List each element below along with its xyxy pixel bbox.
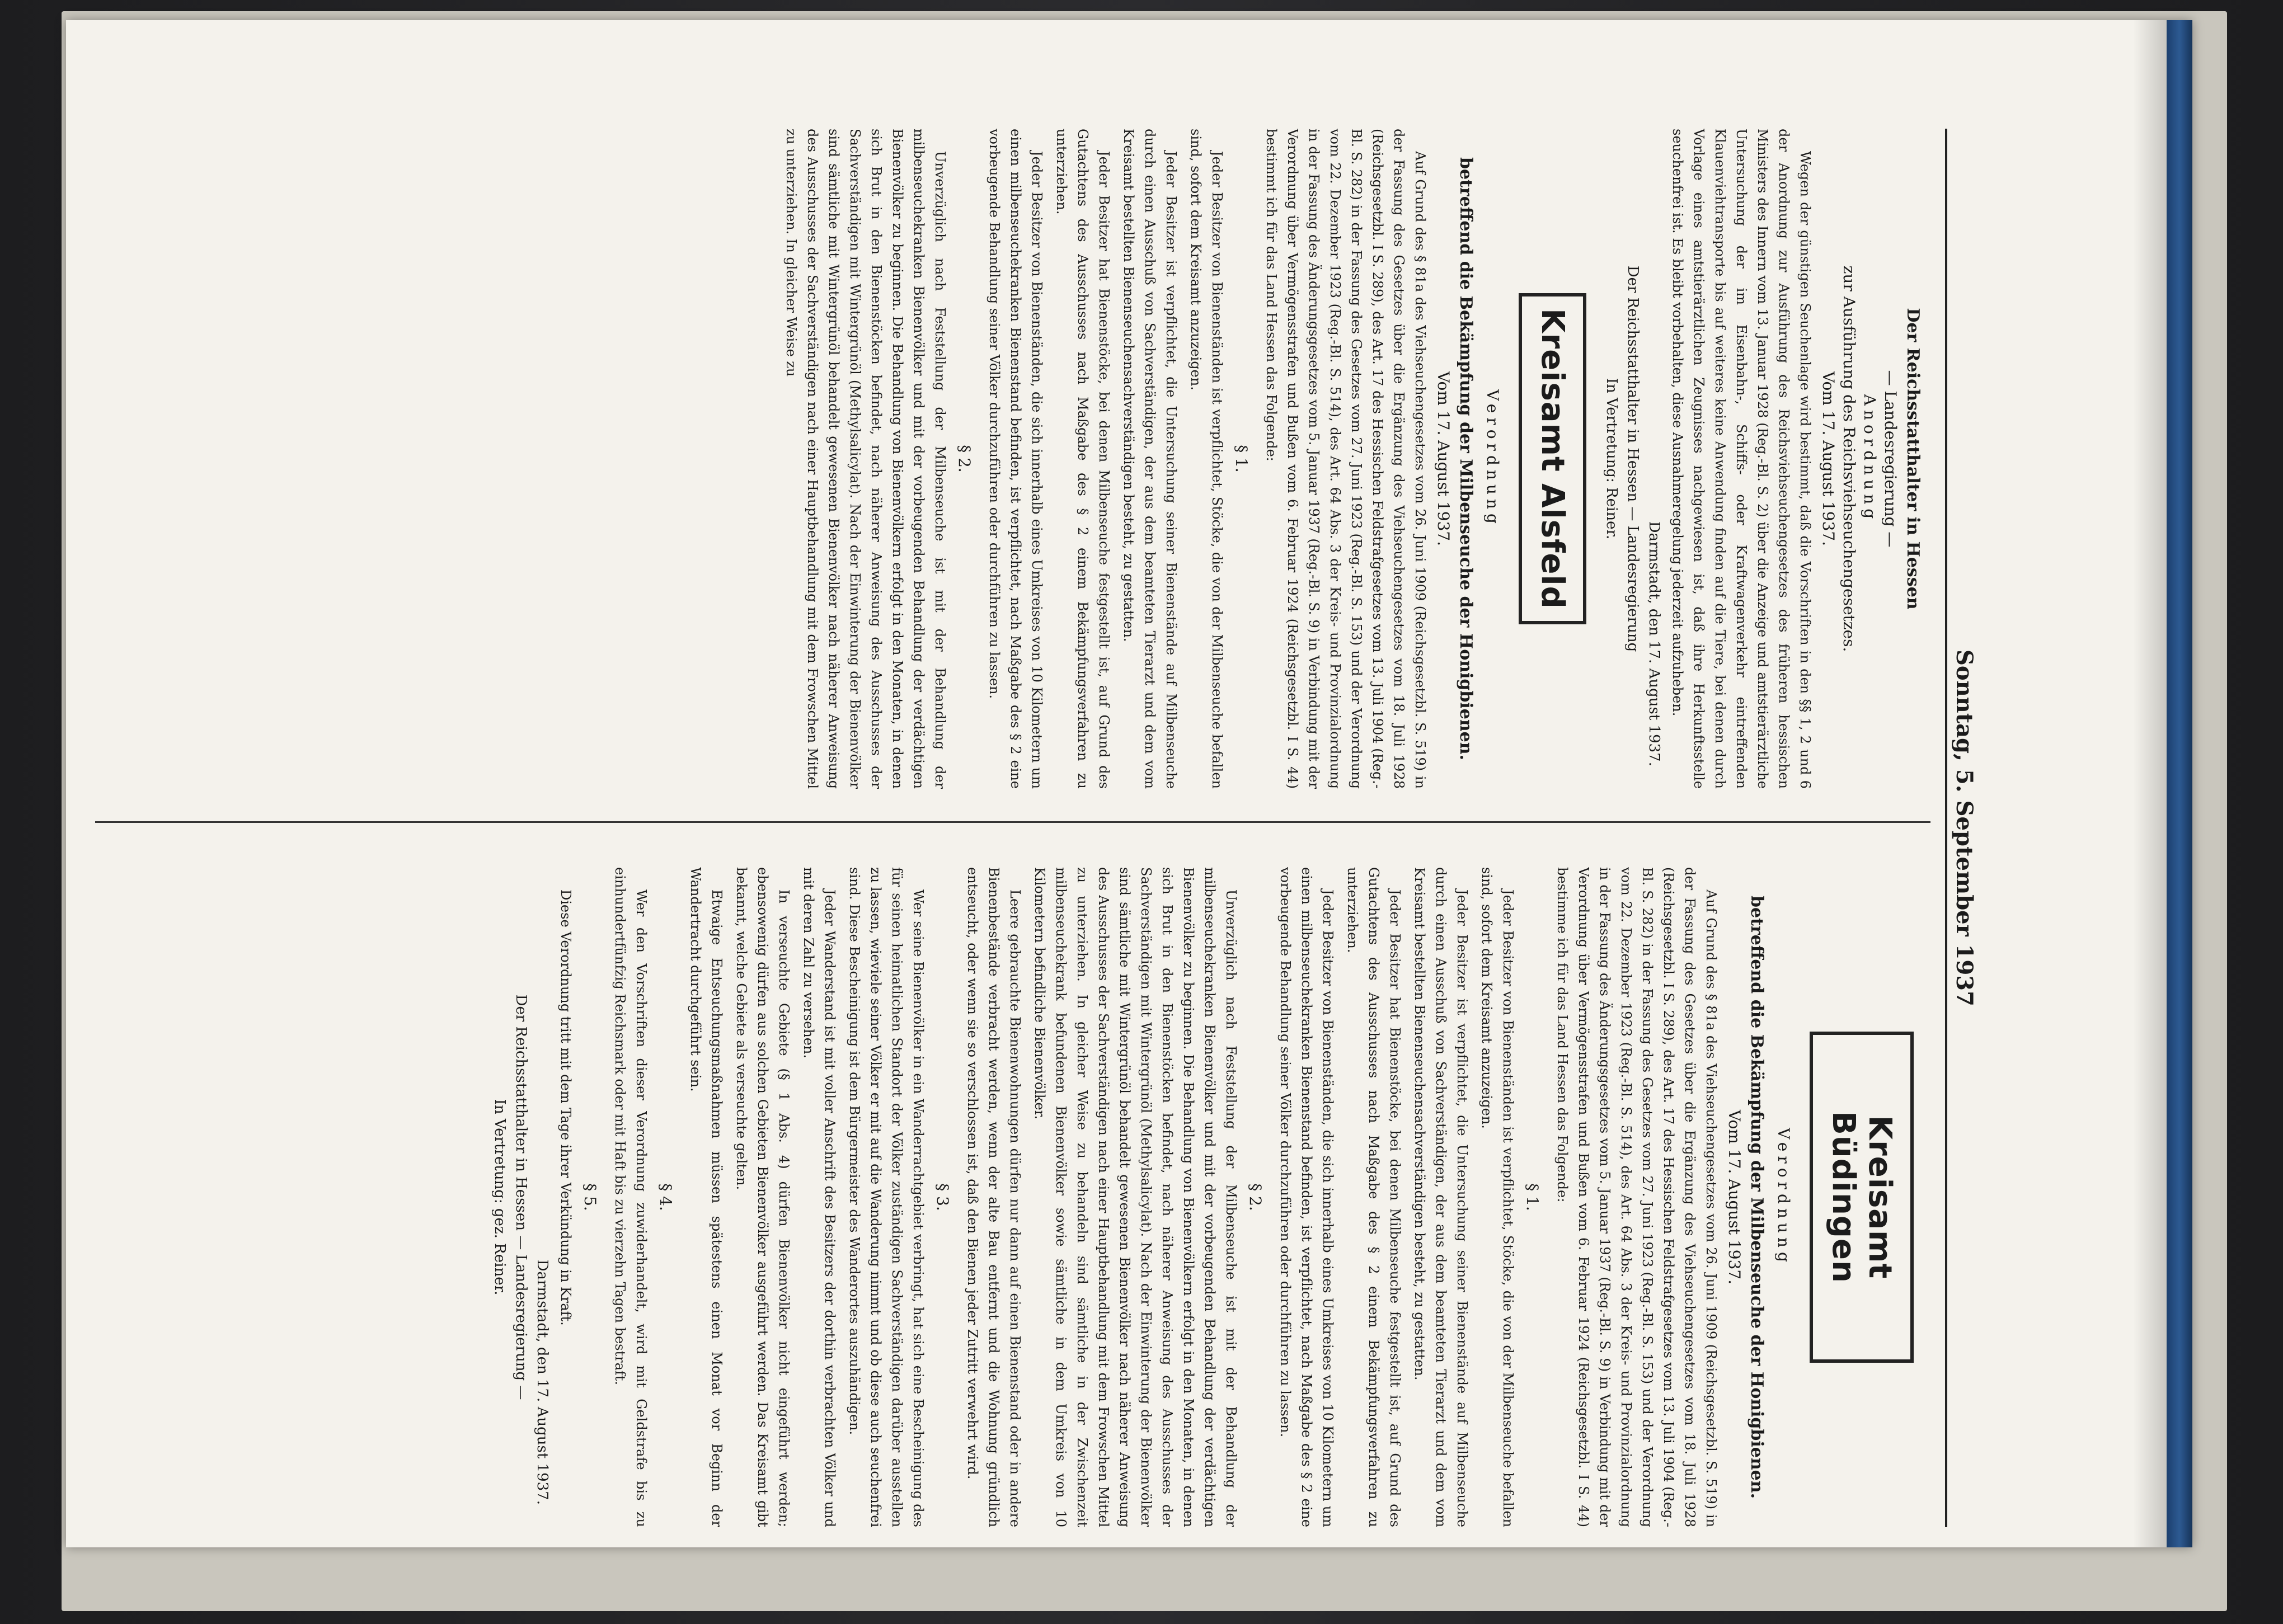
rotated-page-content — [78, 117, 1981, 1538]
place-date: Darmstadt, den 17. August 1937. — [1646, 521, 1662, 766]
decree-date: Vom 17. August 1937. — [1819, 371, 1838, 547]
authority-subheading: — Landesregierung — — [1881, 370, 1900, 548]
section-4-paragraph: Wer den Vorschriften dieser Verordnung zuwiderhandelt, wird mit Geldstrafe bis zu einhundertfünfzig Reichsmark oder mit Haft bis zu vierzehn Tagen bestraft. — [612, 867, 649, 1527]
section-1-paragraph: Jeder Besitzer ist verpflichtet, die Untersuchung seiner Bienenstände auf Milbenseuche durch einen Ausschuß von Sachverständigen, der aus dem beamteten Tierarzt und dem vom Kreisamt bestellten Bienenseuchensachverständigen besteht, zu gestatten. — [1412, 867, 1470, 1527]
kreisamt-alsfeld-box: Kreisamt Alsfeld — [1519, 293, 1586, 624]
section-4-label: § 4. — [656, 1183, 675, 1211]
ordinance-date: Vom 17. August 1937. — [1434, 371, 1453, 547]
section-3-paragraph: Etwaige Entseuchungsmaßnahmen müssen spätestens einen Monat vor Beginn der Wandertracht durchgeführt sein. — [688, 867, 725, 1527]
section-2-paragraph: Unverzüglich nach Feststellung der Milbenseuche ist mit der Behandlung der milbenseuchekranken Bienenvölker und mit der vorbeugenden Behandlung der verdächtigen Bienenvölker zu beginnen. Die Behandlung von Bienenvölkern erfolgt in den Monaten, in denen sich Brut in den Bienenstöcken befindet, nach näherer Anweisung des Ausschusses der Sachverständigen mit Wintergrünöl (Methylsalicylat). Nach der Einwinterung der Bienenvölker sind sämtliche mit Wintergrünöl behandelt gewesenen Bienenvölker nach näherer Anweisung des Ausschusses der Sachverständigen nach einer Hauptbehandlung mit dem Frowschen Mittel zu unterziehen. In gleicher Weise zu behandeln sind sämtliche in der Zwischenzeit milbenseuchekrank befundenen Bienenvölker sowie sämtliche in dem Umkreis von 10 Kilometern befindliche Bienenvölker. — [1032, 867, 1239, 1527]
ordinance-date: Vom 17. August 1937. — [1725, 1109, 1744, 1285]
section-2-paragraph: Leere gebrauchte Bienenwohnungen dürfen nur dann auf einen Bienenstand oder in andere Bienenbestände verbracht werden, wenn der alte Bau entfernt und die Wohnung gründlich entseucht, oder wenn sie so verschlossen ist, daß den Bienen jeder Zutritt verwehrt wird. — [965, 867, 1023, 1527]
column-divider — [95, 821, 1930, 823]
section-3-label: § 3. — [933, 1183, 952, 1211]
ordinance-title: betreffend die Bekämpfung der Milbenseuche der Honigbienen. — [1747, 895, 1767, 1499]
signature-authority: Der Reichsstatthalter in Hessen — Landesregierung — — [513, 994, 529, 1400]
section-1-paragraph: Jeder Besitzer ist verpflichtet, die Untersuchung seiner Bienenstände auf Milbenseuche durch einen Ausschuß von Sachverständigen, der aus dem beamteten Tierarzt und dem vom Kreisamt bestellten Bienenseuchensachverständigen besteht, zu gestatten. — [1121, 129, 1179, 789]
section-1-paragraph: Jeder Besitzer von Bienenständen ist verpflichtet, Stöcke, die von der Milbenseuche befallen sind, sofort dem Kreisamt anzuzeigen. — [1479, 867, 1516, 1527]
signature-authority: Der Reichsstatthalter in Hessen — Landesregierung — [1624, 265, 1641, 652]
right-column — [95, 867, 1930, 1527]
section-3-paragraph: Wer seine Bienenvölker in ein Wanderrachtgebiet verbringt, hat sich eine Bescheinigung des für seinen heimatlichen Standort der Völker zuständigen Sachverständigen darüber ausstellen zu lassen, wieviele seiner Völker er mit auf die Wanderung nimmt und ob diese auch seuchenfrei sind. Diese Bescheinigung ist dem Bürgermeister des Wanderortes auszuhändigen. — [847, 867, 926, 1527]
ordinance-kind: Verordnung — [1483, 389, 1502, 528]
ordinance-title: betreffend die Bekämpfung der Milbenseuche der Honigbienen. — [1456, 157, 1476, 761]
section-3-paragraph: Jeder Wanderstand ist mit voller Anschrift des Besitzers der dorthin verbrachten Völker und mit deren Zahl zu versehen. — [801, 867, 838, 1527]
place-date: Darmstadt, den 17. August 1937. — [534, 1259, 551, 1505]
section-5-label: § 5. — [581, 1183, 599, 1211]
ordinance-intro: Auf Grund des § 81a des Viehseuchengesetzes vom 26. Juni 1909 (Reichsgesetzbl. S. 519) in der Fassung des Gesetzes über die Ergänzung des Viehseuchengesetzes vom 18. Juli 1928 (Reichsgesetzbl. I S. 289), des Art. 17 des Hessischen Feldstrafgesetzes vom 13. Juli 1904 (Reg.-Bl. S. 282) in der Fassung des Gesetzes vom 27. Juni 1923 (Reg.-Bl. S. 153) und der Verordnung vom 22. Dezember 1923 (Reg.-Bl. S. 514), des Art. 64 Abs. 3 der Kreis- und Provinzialordnung in der Fassung des Änderungsgesetzes vom 5. Januar 1937 (Reg.-Bl. S. 9) in Verbindung mit der Verordnung über Vermögensstrafen und Bußen vom 6. Februar 1924 (Reichsgesetzbl. I S. 44) bestimmt ich für das Land Hessen das Folgende: — [1263, 129, 1428, 789]
kreisamt-buedingen-box: Kreisamt Büdingen — [1810, 1032, 1914, 1363]
section-1-label: § 1. — [1232, 445, 1251, 473]
page-header-date: Sonntag, 5. September 1937 — [1945, 129, 1981, 1527]
ordinance-intro: Auf Grund des § 81a des Viehseuchengesetzes vom 26. Juni 1909 (Reichsgesetzbl. S. 519) in der Fassung des Gesetzes über die Ergänzung des Viehseuchengesetzes vom 18. Juli 1928 (Reichsgesetzbl. I S. 289), des Art. 17 des Hessischen Feldstrafgesetzes vom 13. Juli 1904 (Reg.-Bl. S. 282) in der Fassung des Gesetzes vom 27. Juni 1923 (Reg.-Bl. S. 153) und der Verordnung vom 22. Dezember 1923 (Reg.-Bl. S. 514), des Art. 64 Abs. 3 der Kreis- und Provinzialordnung in der Fassung des Änderungsgesetzes vom 5. Januar 1937 (Reg.-Bl. S. 9) in Verbindung mit der Verordnung über Vermögensstrafen und Bußen vom 6. Februar 1924 (Reichsgesetzbl. I S. 44) bestimme ich für das Land Hessen das Folgende: — [1554, 867, 1719, 1527]
section-3-paragraph: In verseuchte Gebiete (§ 1 Abs. 4) dürfen Bienenvölker nicht eingeführt werden; ebensowenig dürfen aus solchen Gebieten Bienenvölker ausgeführt werden. Das Kreisamt gibt bekannt, welche Gebiete als verseuchte gelten. — [734, 867, 792, 1527]
section-1-paragraph: Jeder Besitzer von Bienenständen, die sich innerhalb eines Umkreises von 10 Kilometern um einen milbenseuchekranken Bienenstand befinden, ist verpflichtet, nach Maßgabe des § 2 eine vorbeugende Behandlung seiner Völker durchzuführen oder durchführen zu lassen. — [1277, 867, 1336, 1527]
section-5-paragraph: Diese Verordnung tritt mit dem Tage ihrer Verkündung in Kraft. — [558, 889, 574, 1326]
section-1-paragraph: Jeder Besitzer von Bienenständen ist verpflichtet, Stöcke, die von der Milbenseuche befallen sind, sofort dem Kreisamt anzuzeigen. — [1188, 129, 1225, 789]
section-2-paragraph: Unverzüglich nach Feststellung der Milbenseuche ist mit der Behandlung der milbenseuchekranken Bienenvölker und mit der vorbeugenden Behandlung der verdächtigen Bienenvölker zu beginnen. Die Behandlung von Bienenvölkern erfolgt in den Monaten, in denen sich Brut in den Bienenstöcken befindet, nach näherer Anweisung des Ausschusses der Sachverständigen mit Wintergrünöl (Methylsalicylat). Nach der Einwinterung der Bienenvölker sind sämtliche mit Wintergrünöl behandelt gewesenen Bienenvölker nach näherer Anweisung des Ausschusses der Sachverständigen nach einer Hauptbehandlung mit dem Frowschen Mittel zu unterziehen. In gleicher Weise zu — [783, 129, 948, 789]
decree-title: zur Ausführung des Reichsviehseuchengesetzes. — [1840, 265, 1858, 652]
section-1-paragraph: Jeder Besitzer hat Bienenstöcke, bei denen Milbenseuche festgestellt ist, auf Grund des Gutachtens des Ausschusses nach Maßgabe des § 2 einem Bekämpfungsverfahren zu unterziehen. — [1054, 129, 1112, 789]
left-column — [95, 129, 1930, 789]
decree-kind: Anordnung — [1861, 394, 1879, 524]
signature-name: In Vertretung: gez. Reiner. — [491, 1099, 508, 1296]
section-1-paragraph: Jeder Besitzer von Bienenständen, die sich innerhalb eines Umkreises von 10 Kilometern um einen milbenseuchekranken Bienenstand befinden, ist verpflichtet, nach Maßgabe des § 2 eine vorbeugende Behandlung seiner Völker durchzuführen oder durchführen zu lassen. — [987, 129, 1045, 789]
authority-heading: Der Reichsstatthalter in Hessen — [1903, 308, 1923, 610]
book-spine — [2167, 20, 2192, 1547]
page-gutter — [2133, 20, 2167, 1547]
section-1-paragraph: Jeder Besitzer hat Bienenstöcke, bei denen Milbenseuche festgestellt ist, auf Grund des Gutachtens des Ausschusses nach Maßgabe des § 2 einem Bekämpfungsverfahren zu unterziehen. — [1345, 867, 1403, 1527]
ordinance-kind: Verordnung — [1774, 1128, 1793, 1267]
signature-name: In Vertretung: Reiner. — [1603, 378, 1620, 540]
section-2-label: § 2. — [1246, 1183, 1265, 1211]
section-2-label: § 2. — [955, 445, 974, 473]
decree-paragraph: Wegen der günstigen Seuchenlage wird bestimmt, daß die Vorschriften in den §§ 1, 2 und 6 der Anordnung zur Ausführung des Reichsviehseuchengesetzes des früheren hessischen Ministers des Innern vom 13. Januar 1928 (Reg.-Bl. S. 2) über die Anzeige und amtstierärztliche Untersuchung der im Eisenbahn-, Schiffs- oder Kraftwagenverkehr eintreffenden Klauenviehtransporte bis auf weiteres keine Anwendung finden auf die Tiere, bei denen durch Vorlage eines amtstierärztlichen Zeugnisses nachgewiesen ist, daß ihre Herkunftsstelle seuchenfrei ist. Es bleibt vorbehalten, diese Ausnahmeregelung jederzeit aufzuheben. — [1670, 129, 1813, 789]
section-1-label: § 1. — [1523, 1183, 1542, 1211]
